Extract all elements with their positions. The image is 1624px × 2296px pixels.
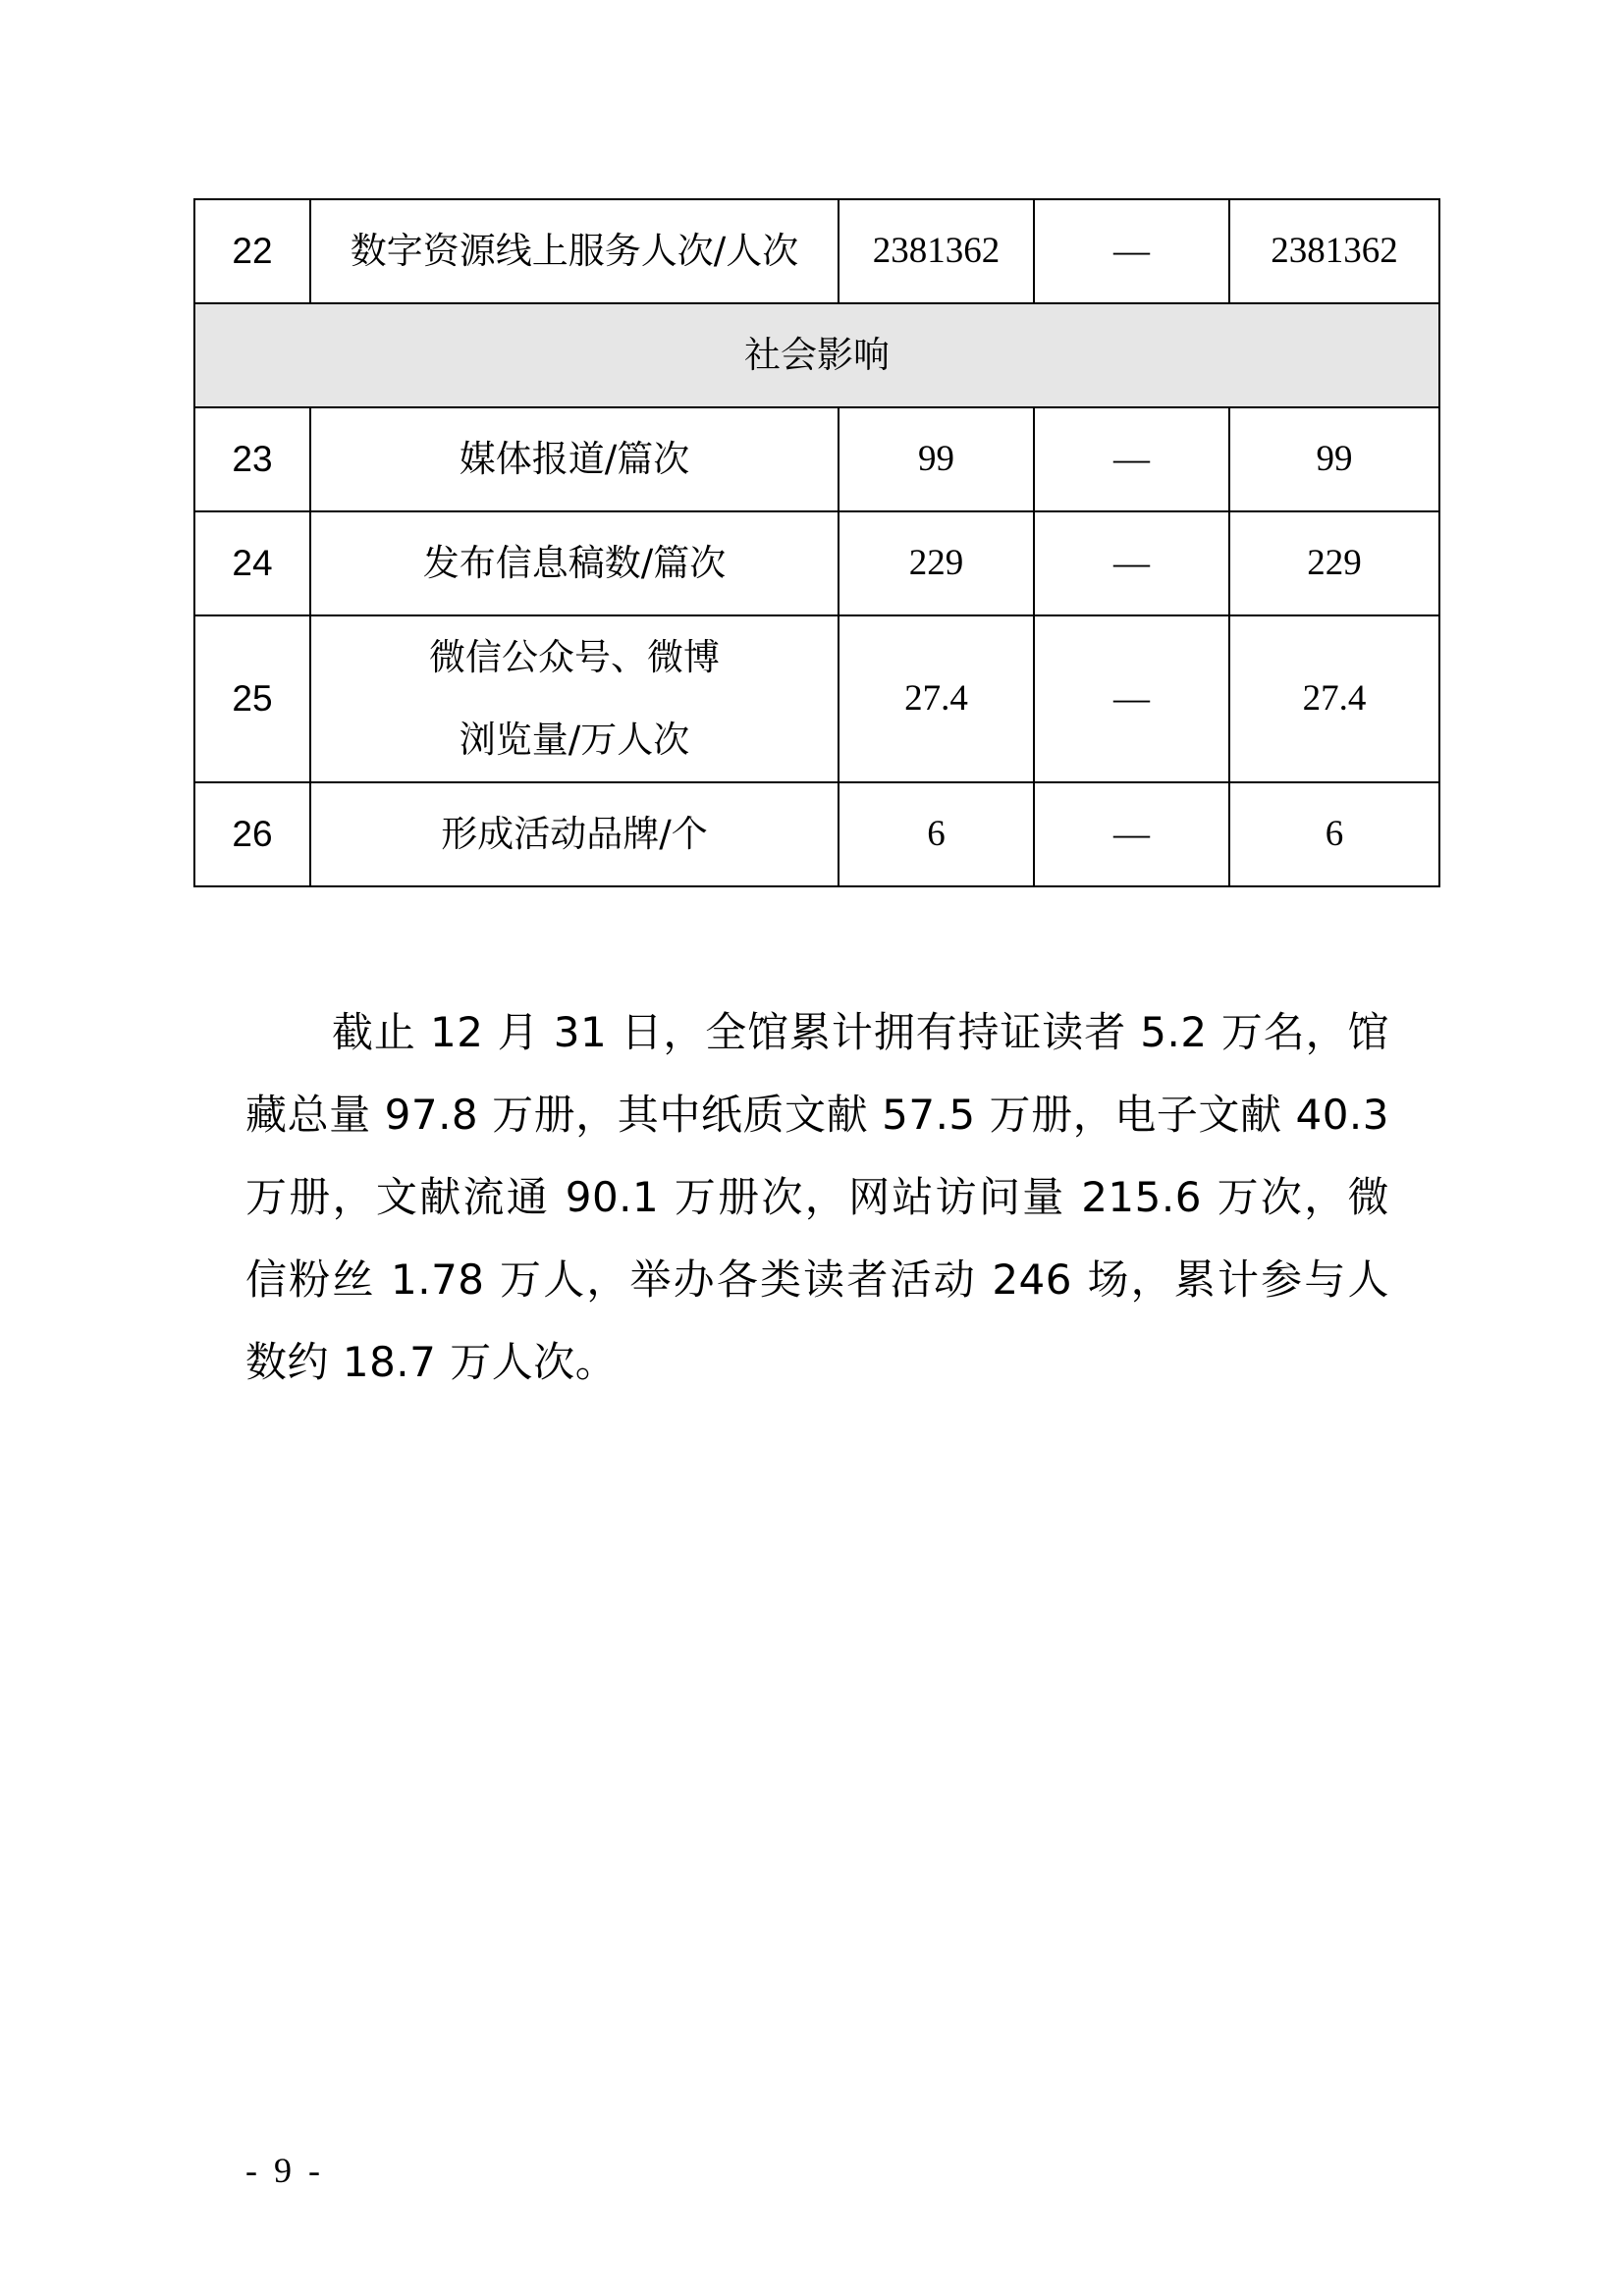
- statistics-table: [193, 198, 1440, 887]
- page-number: - 9 -: [245, 2151, 324, 2190]
- row-item-line-1: 微信公众号、微博: [429, 636, 720, 678]
- table-row: [194, 511, 1439, 615]
- section-header-row: [194, 303, 1439, 407]
- row-value-3: 6: [1229, 782, 1439, 886]
- row-value-3: 229: [1229, 511, 1439, 615]
- row-item: 媒体报道/篇次: [310, 407, 839, 511]
- table-row: [194, 615, 1439, 782]
- section-title: 社会影响: [194, 303, 1439, 407]
- row-number: 24: [194, 511, 310, 615]
- row-value-1: 99: [839, 407, 1034, 511]
- row-value-2: —: [1034, 615, 1229, 782]
- row-item: 发布信息稿数/篇次: [310, 511, 839, 615]
- table-row: [194, 199, 1439, 303]
- table-row: [194, 407, 1439, 511]
- row-item: [310, 615, 839, 782]
- row-value-2: —: [1034, 782, 1229, 886]
- row-number: 25: [194, 615, 310, 782]
- row-value-1: 229: [839, 511, 1034, 615]
- row-item: 数字资源线上服务人次/人次: [310, 199, 839, 303]
- table-row: [194, 782, 1439, 886]
- row-value-3: 27.4: [1229, 615, 1439, 782]
- summary-paragraph: 截止 12 月 31 日，全馆累计拥有持证读者 5.2 万名，馆藏总量 97.8 万册，其中纸质文献 57.5 万册，电子文献 40.3 万册，文献流通 90.1 万册次，网站访问量 215.6 万次，微信粉丝 1.78 万人，举办各类读者活动 246 场，累计参与人数约 18.7 万人次。: [245, 1008, 1389, 1386]
- row-value-1: 2381362: [839, 199, 1034, 303]
- row-value-1: 27.4: [839, 615, 1034, 782]
- row-number: 23: [194, 407, 310, 511]
- row-value-1: 6: [839, 782, 1034, 886]
- row-number: 22: [194, 199, 310, 303]
- row-value-2: —: [1034, 511, 1229, 615]
- row-number: 26: [194, 782, 310, 886]
- row-item: 形成活动品牌/个: [310, 782, 839, 886]
- row-value-2: —: [1034, 199, 1229, 303]
- row-value-3: 99: [1229, 407, 1439, 511]
- row-value-3: 2381362: [1229, 199, 1439, 303]
- row-item-line-2: 浏览量/万人次: [459, 719, 690, 761]
- row-value-2: —: [1034, 407, 1229, 511]
